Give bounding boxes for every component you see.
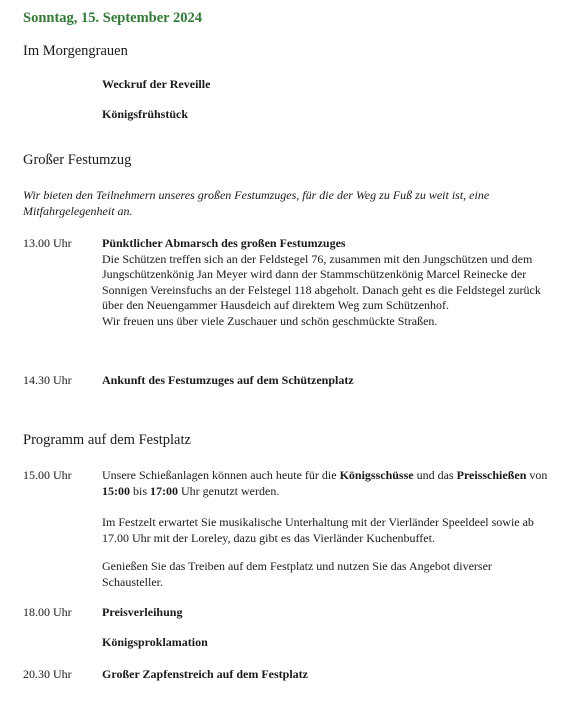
section-heading-parade: Großer Festumzug [23, 152, 132, 168]
time-label: 15.00 Uhr [23, 468, 72, 482]
event-award-ceremony: Preisverleihung [102, 605, 183, 619]
text-run: Unsere Schießanlagen können auch heute für die [102, 468, 340, 482]
text-run-bold: 15:00 [102, 483, 130, 498]
text-run-bold: Preisschießen [456, 468, 527, 482]
section-heading-morning: Im Morgengrauen [23, 43, 128, 59]
event-parade-departure [102, 236, 552, 329]
event-description: Die Schützen treffen sich an der Feldstegel 76, zusammen mit den Jungschützen und dem Jungschützenkönig Jan Meyer wird dann der Stammschützenkönig Marcel Reinecke der Sonnigen Vereinsfuchs an der Felstegel 118 abgeholt. Danach geht es die Feldstegel zurück über den Neuengammer Hausdeich auf direktem Weg zum Schützenhof. [102, 251, 541, 312]
text-run: bis [130, 483, 151, 498]
event-tattoo: Großer Zapfenstreich auf dem Festplatz [102, 667, 308, 681]
event-fairground-text: Genießen Sie das Treiben auf dem Festplatz und nutzen Sie das Angebot diverser Schausteller. [102, 559, 492, 589]
event-tent-music-text: Im Festzelt erwartet Sie musikalische Unterhaltung mit der Vierländer Speeldeel sowie ab 17.00 Uhr mit der Loreley, dazu gibt es das Vierländer Kuchenbuffet. [102, 515, 534, 545]
text-run: und das [413, 468, 457, 482]
section-heading-festival-program: Programm auf dem Festplatz [23, 432, 191, 448]
event-shooting [102, 468, 552, 499]
event-king-proclamation: Königsproklamation [102, 635, 208, 649]
text-run: von [526, 468, 548, 482]
page-date-heading: Sonntag, 15. September 2024 [23, 10, 202, 26]
time-label: 18.00 Uhr [23, 605, 72, 619]
schedule-item-reveille: Weckruf der Reveille [102, 77, 211, 91]
schedule-item-breakfast: Königsfrühstück [102, 107, 189, 121]
time-label: 14.30 Uhr [23, 373, 72, 387]
text-run: Uhr genutzt werden. [178, 483, 280, 498]
event-parade-arrival: Ankunft des Festumzuges auf dem Schützenplatz [102, 373, 354, 387]
event-title: Pünktlicher Abmarsch des großen Festumzuges [102, 236, 346, 250]
text-run-bold: 17:00 [150, 483, 179, 498]
event-description-note: Wir freuen uns über viele Zuschauer und schön geschmückte Straßen. [102, 313, 438, 328]
event-shooting-text [102, 468, 552, 499]
parade-intro-text: Wir bieten den Teilnehmern unseres großen Festumzuges, für die der Weg zu Fuß zu weit ist, eine Mitfahrgelegenheit an. [23, 188, 490, 218]
time-label: 13.00 Uhr [23, 236, 72, 250]
time-label: 20.30 Uhr [23, 667, 72, 681]
text-run-bold: Königsschüsse [339, 468, 414, 482]
